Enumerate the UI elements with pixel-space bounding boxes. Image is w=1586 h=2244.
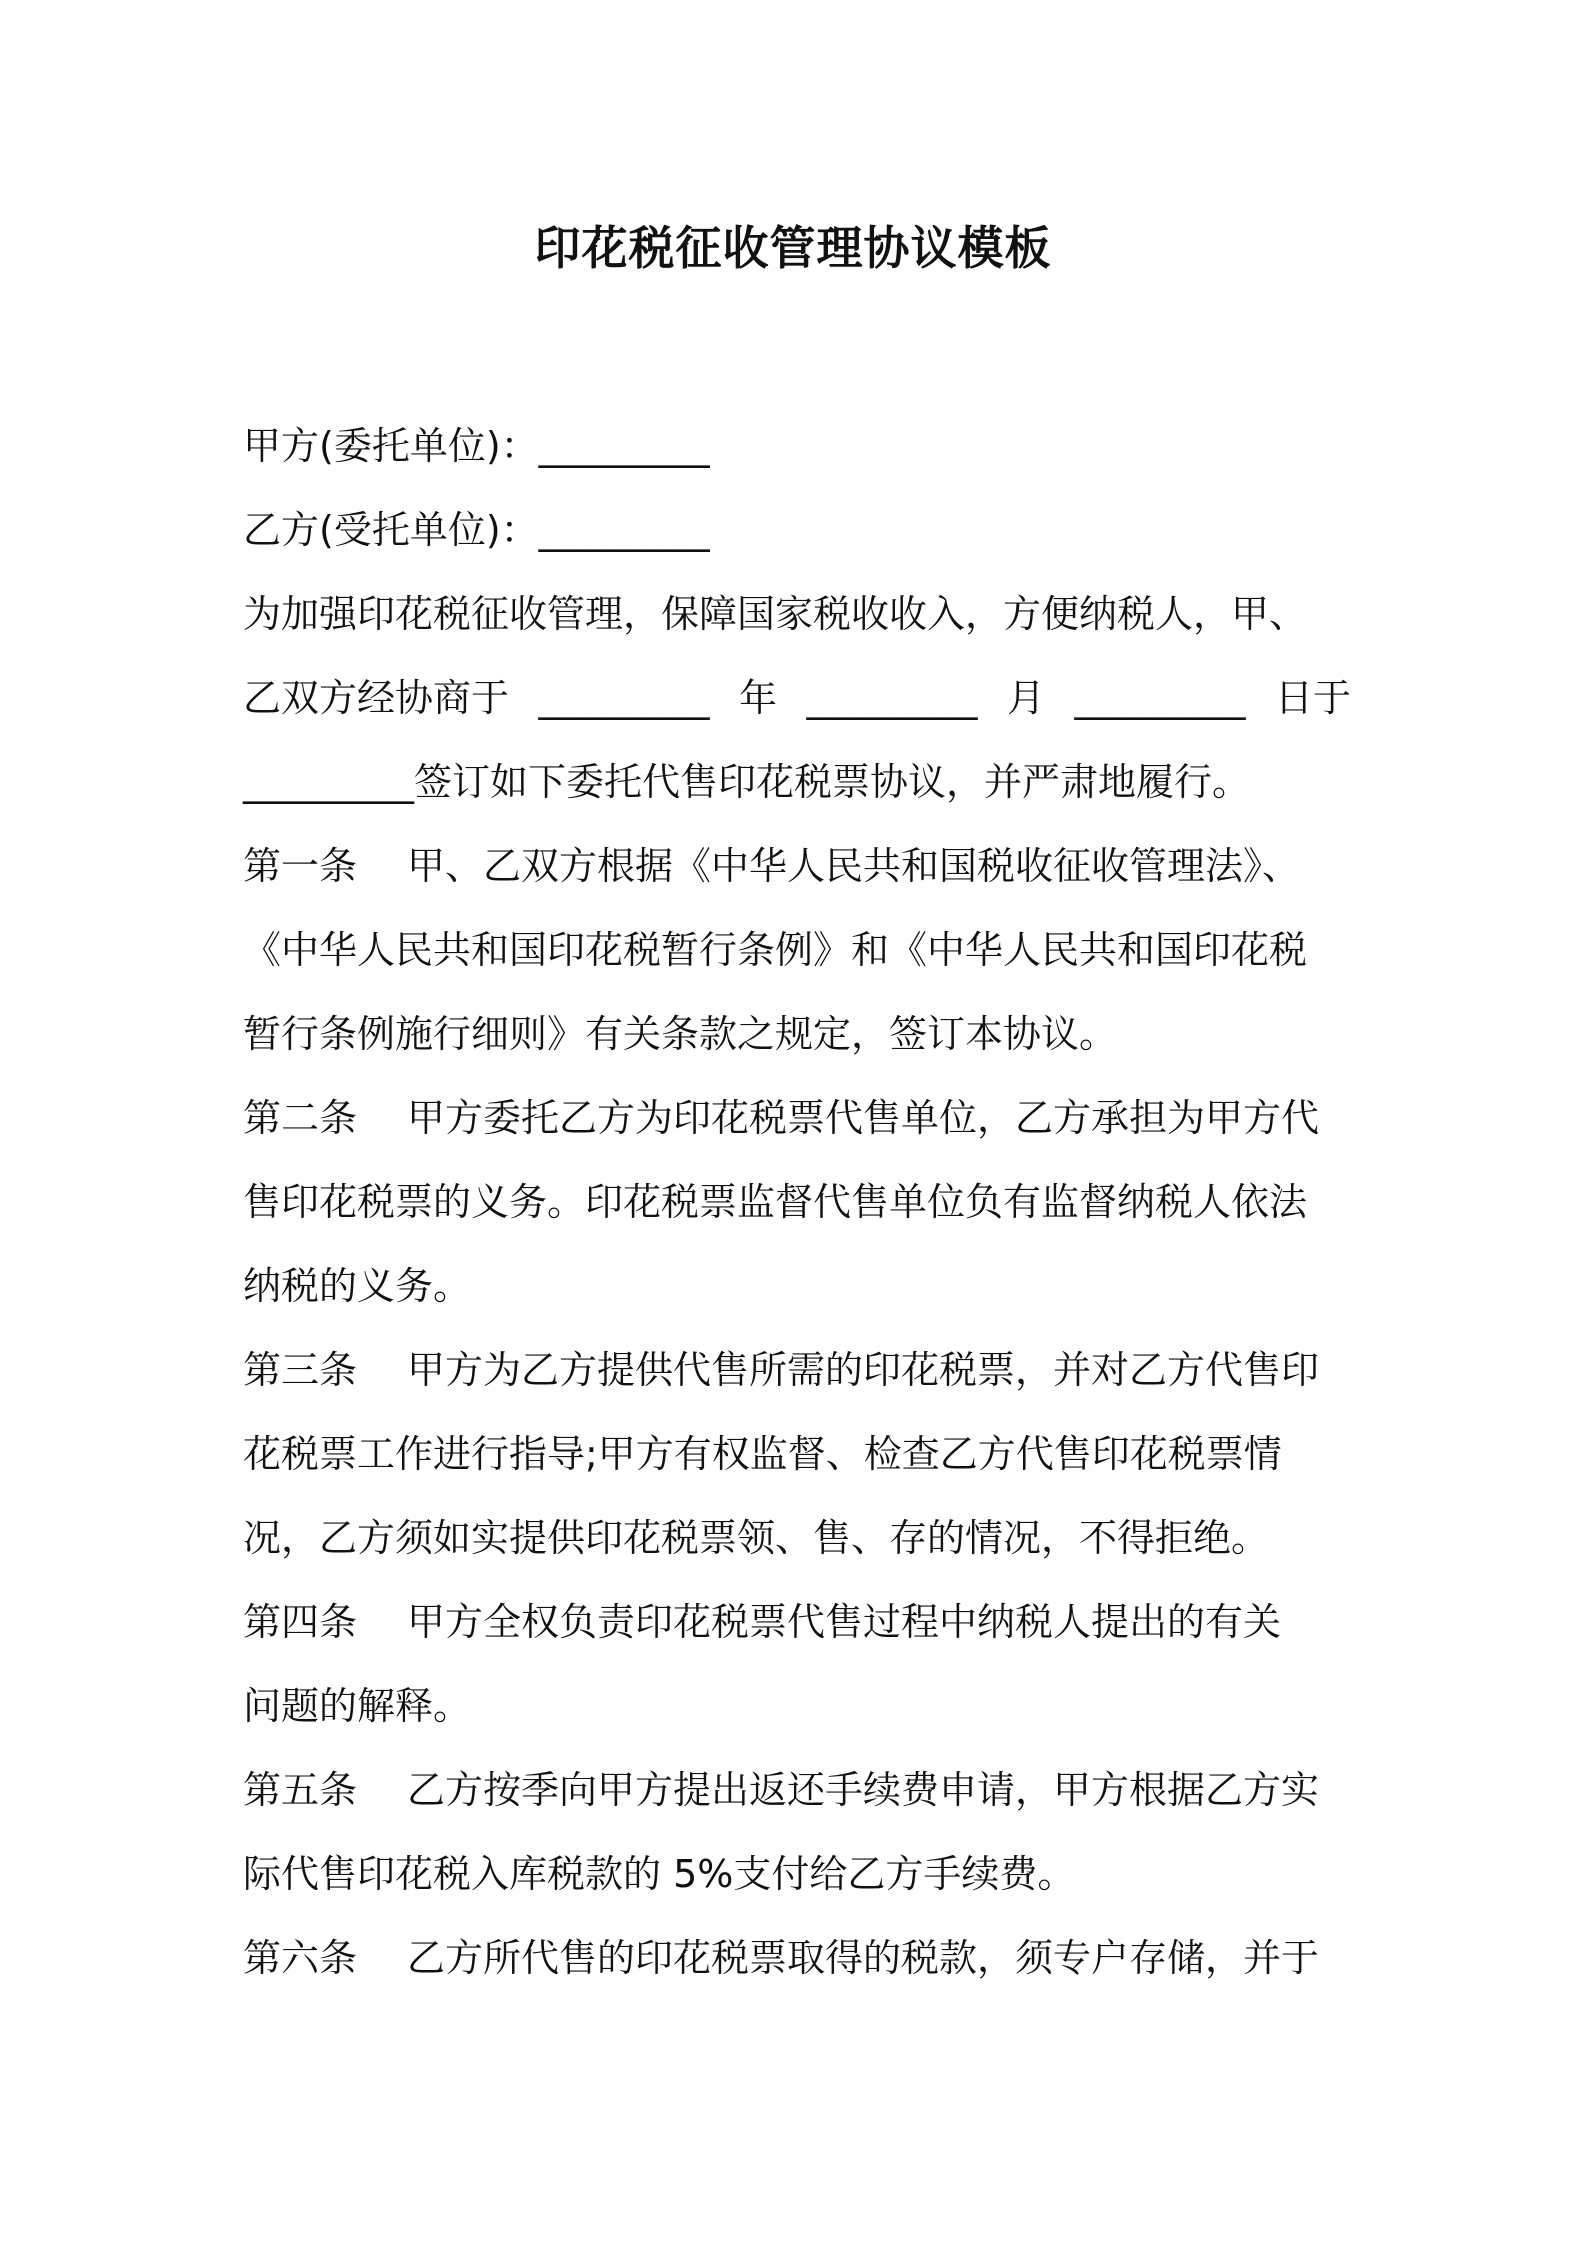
party-b-line <box>243 488 1351 572</box>
party-a-label: 甲方(委托单位)： <box>243 424 539 468</box>
intro-text-segment: 月 <box>1006 676 1045 720</box>
intro-text-segment: 日于 <box>1274 676 1351 720</box>
article-text: 甲方委托乙方为印花税票代售单位，乙方承担为甲方代 <box>407 1096 1320 1140</box>
article-1-line-2: 《中华人民共和国印花税暂行条例》和《中华人民共和国印花税 <box>243 928 1308 972</box>
party-a-blank: _________ <box>538 424 710 468</box>
article-1-line-1 <box>243 824 1351 908</box>
document-title: 印花税征收管理协议模板 <box>534 221 1052 275</box>
article-4-line-2: 问题的解释。 <box>243 1684 472 1728</box>
article-2-line-1 <box>243 1076 1351 1160</box>
party-b-blank: _________ <box>538 508 710 552</box>
article-label: 第四条 <box>243 1600 358 1644</box>
party-a-line <box>243 404 1351 488</box>
article-4-line-1 <box>243 1580 1351 1664</box>
intro-text-segment: 乙双方经协商于 <box>243 676 510 720</box>
intro-line-1: 为加强印花税征收管理，保障国家税收收入，方便纳税人，甲、 <box>243 592 1308 636</box>
article-3-line-1 <box>243 1328 1351 1412</box>
intro-line-3: _________签订如下委托代售印花税票协议，并严肃地履行。 <box>243 760 1251 804</box>
article-label: 第六条 <box>243 1936 358 1980</box>
article-5-line-1 <box>243 1748 1351 1832</box>
article-text: 甲、乙双方根据《中华人民共和国税收征收管理法》、 <box>407 844 1301 888</box>
intro-text-segment: 年 <box>738 676 777 720</box>
article-1-line-3: 暂行条例施行细则》有关条款之规定，签订本协议。 <box>243 1012 1118 1056</box>
document-body <box>243 404 1351 2000</box>
date-blank-day: _________ <box>1074 676 1246 720</box>
intro-line-2 <box>243 656 1351 740</box>
article-2-line-2: 售印花税票的义务。印花税票监督代售单位负有监督纳税人依法 <box>243 1180 1308 1224</box>
article-6-line-1 <box>243 1916 1351 2000</box>
article-text: 甲方为乙方提供代售所需的印花税票，并对乙方代售印 <box>407 1348 1320 1392</box>
article-label: 第二条 <box>243 1096 358 1140</box>
article-2-line-3: 纳税的义务。 <box>243 1264 472 1308</box>
article-5-line-2: 际代售印花税入库税款的 5%支付给乙方手续费。 <box>243 1852 1076 1896</box>
article-label: 第五条 <box>243 1768 358 1812</box>
article-text: 乙方按季向甲方提出返还手续费申请，甲方根据乙方实 <box>407 1768 1320 1812</box>
article-text: 甲方全权负责印花税票代售过程中纳税人提出的有关 <box>407 1600 1282 1644</box>
date-blank-year: _________ <box>538 676 710 720</box>
date-blank-month: _________ <box>806 676 978 720</box>
article-3-line-3: 况，乙方须如实提供印花税票领、售、存的情况，不得拒绝。 <box>243 1516 1270 1560</box>
party-b-label: 乙方(受托单位)： <box>243 508 539 552</box>
article-label: 第一条 <box>243 844 358 888</box>
article-label: 第三条 <box>243 1348 358 1392</box>
article-text: 乙方所代售的印花税票取得的税款，须专户存储，并于 <box>407 1936 1320 1980</box>
article-3-line-2: 花税票工作进行指导;甲方有权监督、检查乙方代售印花税票情 <box>243 1432 1282 1476</box>
